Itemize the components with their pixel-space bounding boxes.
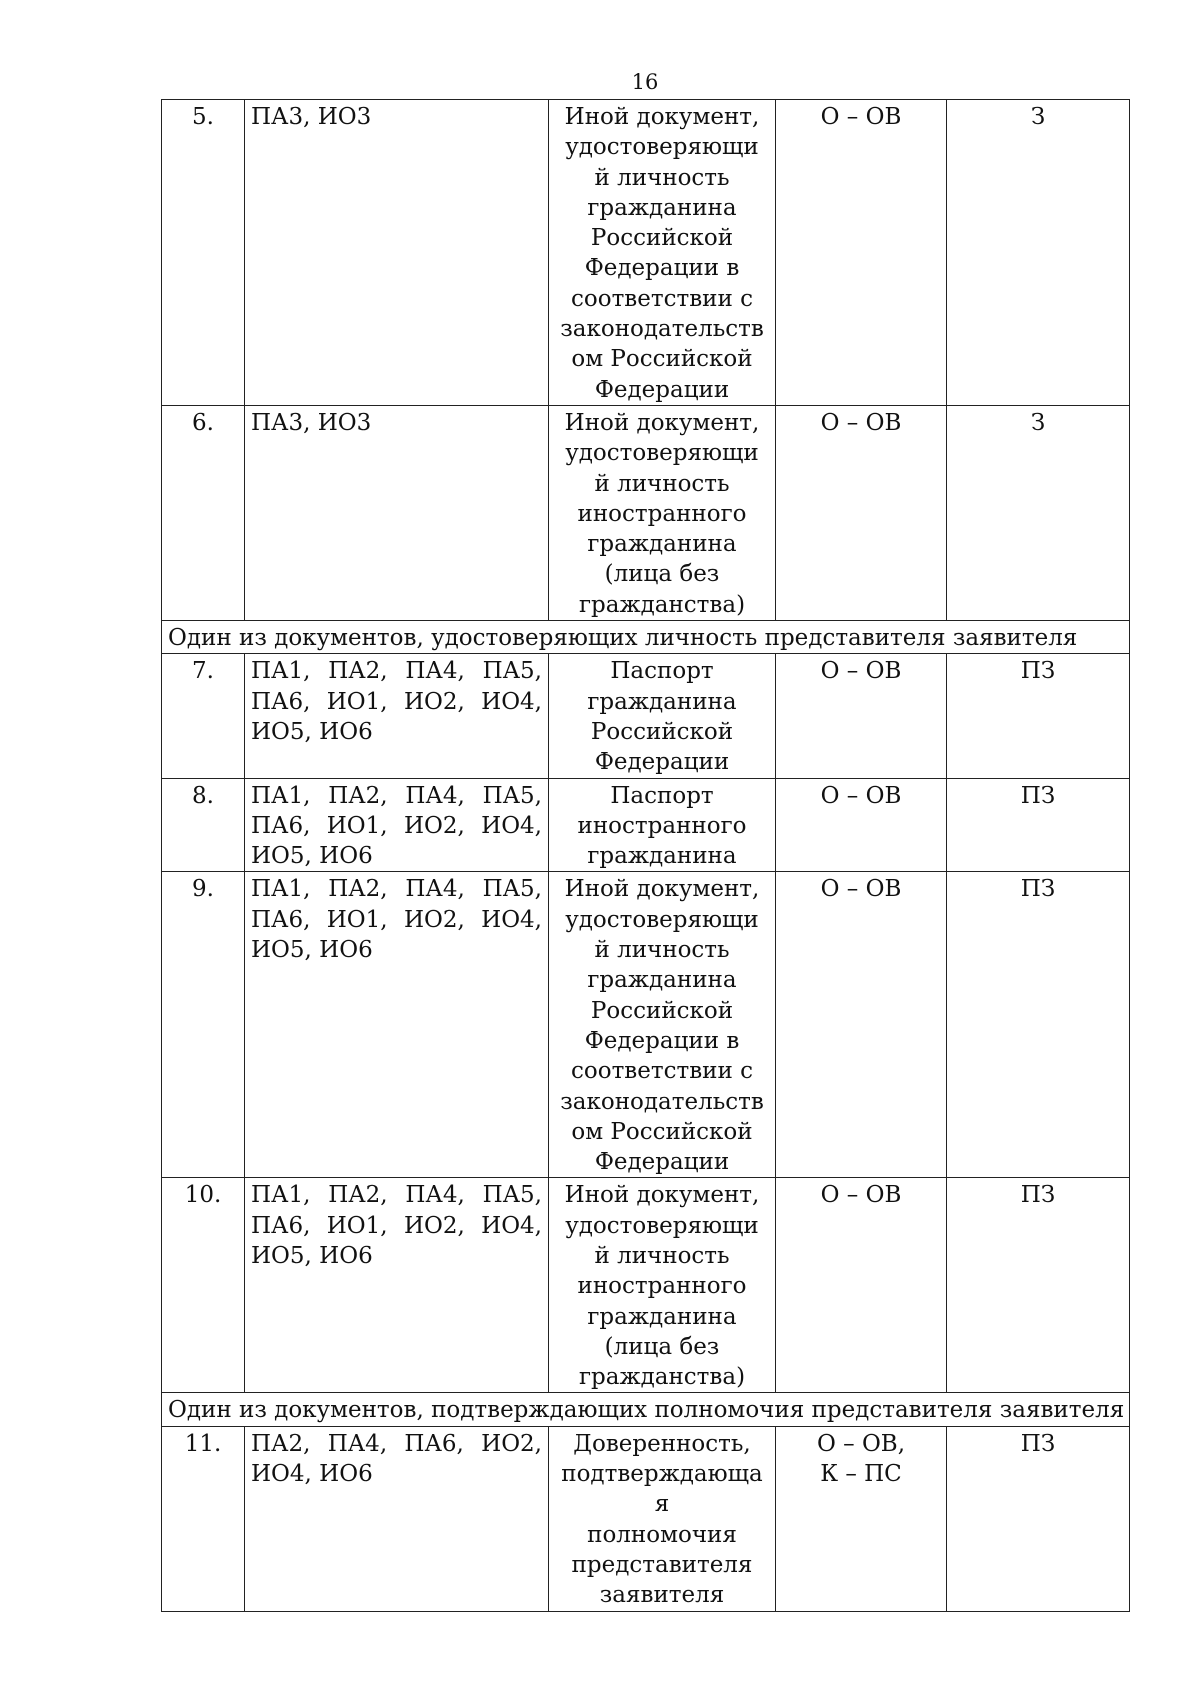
document-type: З (947, 405, 1130, 620)
submission-form: О – ОВ (776, 1178, 947, 1393)
document-type: ПЗ (947, 778, 1130, 872)
document-type: ПЗ (947, 872, 1130, 1178)
table-row (162, 405, 1130, 620)
table-row (162, 1426, 1130, 1611)
section-title: Один из документов, подтверждающих полномочия представителя заявителя (162, 1393, 1130, 1426)
applicant-codes: ПА1, ПА2, ПА4, ПА5, ПА6, ИО1, ИО2, ИО4, ИО5, ИО6 (245, 778, 549, 872)
row-number: 7. (162, 654, 245, 778)
submission-form: О – ОВ, К – ПС (776, 1426, 947, 1611)
document-name: Иной документ, удостоверяющи й личность гражданина Российской Федерации в соответствии с законодательств ом Российской Федерации (549, 872, 776, 1178)
section-header-row (162, 621, 1130, 654)
row-number: 11. (162, 1426, 245, 1611)
document-name: Доверенность, подтверждающая полномочия представителя заявителя (549, 1426, 776, 1611)
table-row (162, 654, 1130, 778)
document-type: ПЗ (947, 1178, 1130, 1393)
submission-form: О – ОВ (776, 654, 947, 778)
document-name: Иной документ, удостоверяющи й личность гражданина Российской Федерации в соответствии с законодательств ом Российской Федерации (549, 100, 776, 406)
table-row (162, 872, 1130, 1178)
document-name: Иной документ, удостоверяющи й личность иностранного гражданина (лица без гражданства) (549, 405, 776, 620)
row-number: 10. (162, 1178, 245, 1393)
applicant-codes: ПА1, ПА2, ПА4, ПА5, ПА6, ИО1, ИО2, ИО4, ИО5, ИО6 (245, 872, 549, 1178)
submission-form: О – ОВ (776, 100, 947, 406)
row-number: 5. (162, 100, 245, 406)
table-row (162, 100, 1130, 406)
documents-table (161, 99, 1130, 1612)
section-header-row (162, 1393, 1130, 1426)
row-number: 8. (162, 778, 245, 872)
document-type: З (947, 100, 1130, 406)
applicant-codes: ПА3, ИО3 (245, 100, 549, 406)
document-type: ПЗ (947, 1426, 1130, 1611)
page-number: 16 (631, 70, 659, 94)
row-number: 6. (162, 405, 245, 620)
applicant-codes: ПА1, ПА2, ПА4, ПА5, ПА6, ИО1, ИО2, ИО4, ИО5, ИО6 (245, 654, 549, 778)
row-number: 9. (162, 872, 245, 1178)
document-name: Паспорт гражданина Российской Федерации (549, 654, 776, 778)
applicant-codes: ПА1, ПА2, ПА4, ПА5, ПА6, ИО1, ИО2, ИО4, ИО5, ИО6 (245, 1178, 549, 1393)
table-row (162, 1178, 1130, 1393)
applicant-codes: ПА3, ИО3 (245, 405, 549, 620)
section-title: Один из документов, удостоверяющих личность представителя заявителя (162, 621, 1130, 654)
document-type: ПЗ (947, 654, 1130, 778)
submission-form: О – ОВ (776, 872, 947, 1178)
applicant-codes: ПА2, ПА4, ПА6, ИО2, ИО4, ИО6 (245, 1426, 549, 1611)
document-name: Паспорт иностранного гражданина (549, 778, 776, 872)
table-row (162, 778, 1130, 872)
document-name: Иной документ, удостоверяющи й личность иностранного гражданина (лица без гражданства) (549, 1178, 776, 1393)
submission-form: О – ОВ (776, 778, 947, 872)
table-body (162, 100, 1130, 1612)
submission-form: О – ОВ (776, 405, 947, 620)
